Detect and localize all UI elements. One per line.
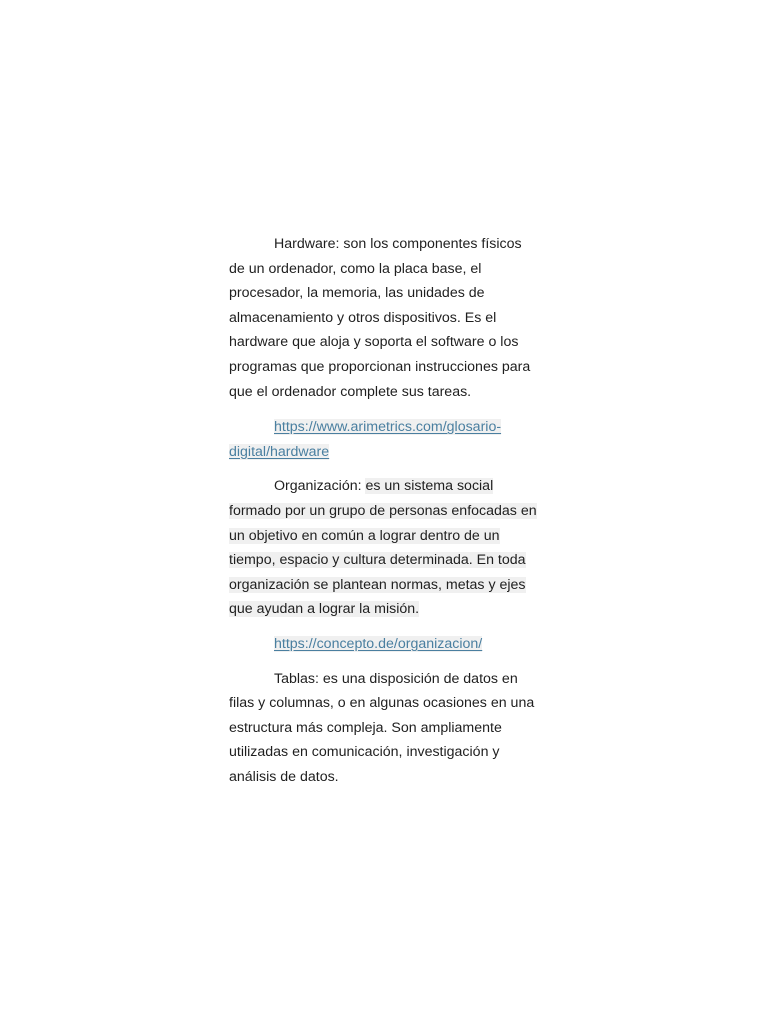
organizacion-term: Organización: [274,478,366,495]
hardware-source-paragraph [229,415,537,464]
hardware-paragraph: Hardware: son los componentes físicos de un ordenador, como la placa base, el procesador, la memoria, las unidades de almacenamiento y otros dispositivos. Es el hardware que aloja y soporta el software o los programas que proporcionan instrucciones para que el ordenador complete sus tareas. [229,236,531,400]
organizacion-definition: es un sistema social formado por un grupo de personas enfocadas en un objetivo en común a lograr dentro de un tiempo, espacio y cultura determinada. En toda organización se plantean normas, metas y ejes que ayudan a lograr la misión. [229,478,537,618]
organizacion-paragraph [229,474,537,622]
organizacion-source-paragraph [229,632,537,657]
tablas-paragraph: Tablas: es una disposición de datos en filas y columnas, o en algunas ocasiones en una estructura más compleja. Son ampliamente utilizadas en comunicación, investigación y análisis de datos. [229,670,535,785]
document-body [229,232,537,789]
hardware-source-link[interactable]: https://www.arimetrics.com/glosario-digital/hardware [229,419,502,460]
organizacion-source-link[interactable]: https://concepto.de/organizacion/ [274,635,483,652]
